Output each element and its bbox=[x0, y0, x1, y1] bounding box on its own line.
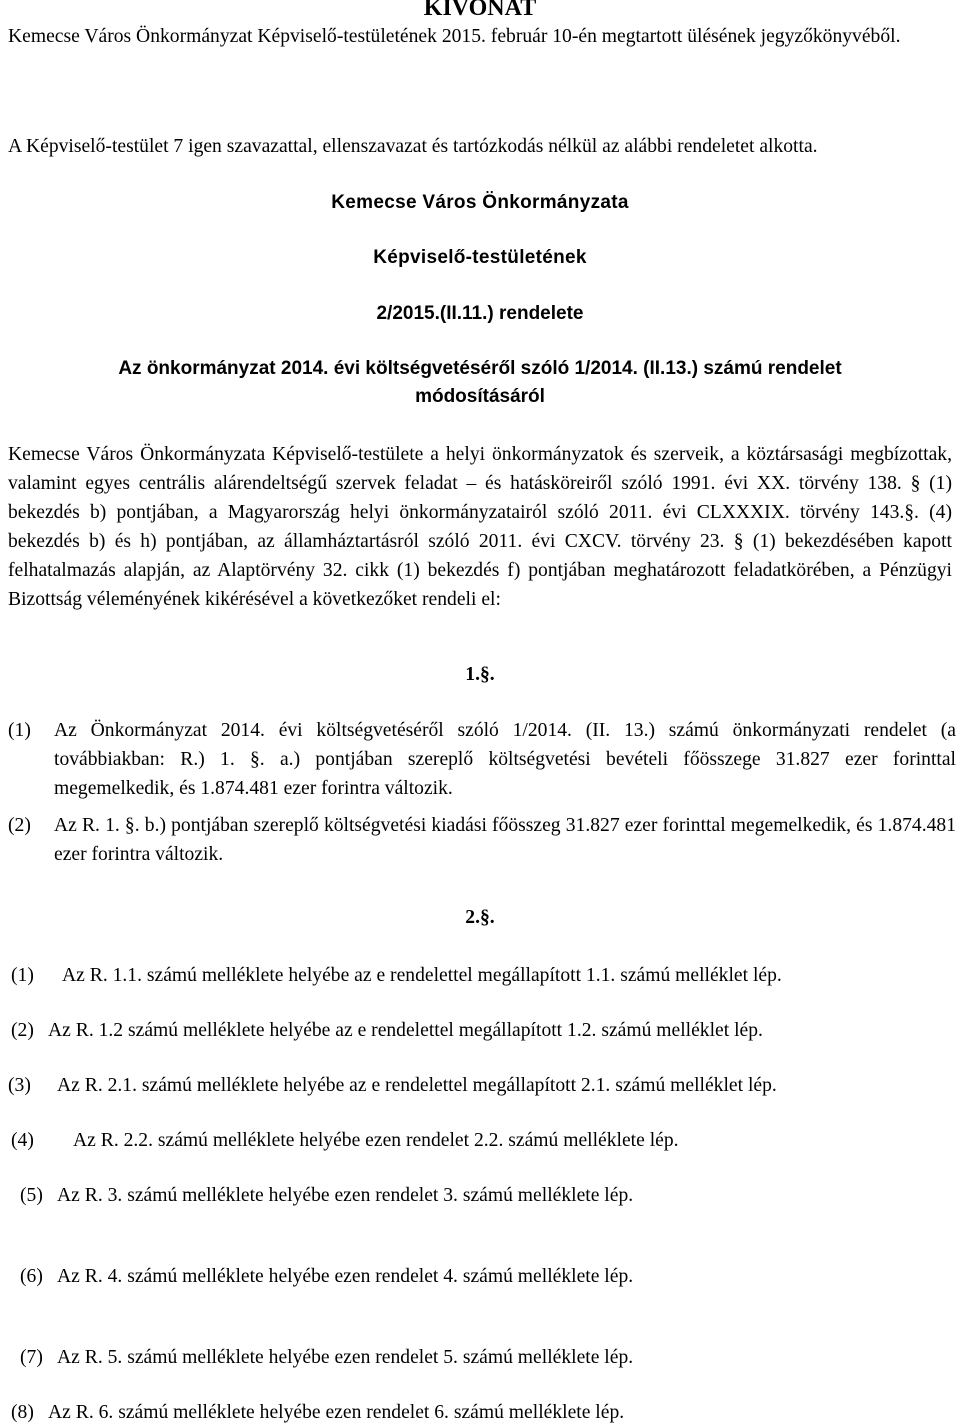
s1-p2-text: Az R. 1. §. b.) pontjában szereplő költségvetési kiadási főösszeg 31.827 ezer forinttal megemelkedik, és 1.874.481 ezer forintra változik. bbox=[54, 815, 956, 865]
preamble-paragraph: Kemecse Város Önkormányzata Képviselő-testülete a helyi önkormányzatok és szerveik, a köztársasági megbízottak, valamint egyes centrális alárendeltségű szervek feladat – és hatásköreiről szóló 1991. évi XX. törvény 138. § (1) bekezdés b) pontjában, a Magyarország helyi önkormányzatairól szóló 2011. évi CLXXXIX. törvény 143.§. (4) bekezdés b) és h) pontjában, az államháztartásról szóló 2011. évi CXCV. törvény 23. § (1) bekezdésében kapott felhatalmazás alapján, az Alaptörvény 32. cikk (1) bekezdés f) pontjában meghatározott feladatkörében, a Pénzügyi Bizottság véleményének kikérésével a következőket rendeli el: bbox=[8, 444, 952, 610]
s2-item-3-text: Az R. 2.1. számú melléklete helyébe az e rendelettel megállapított 2.1. számú melléklet lép. bbox=[57, 1075, 777, 1096]
heading-subject: Az önkormányzat 2014. évi költségvetéséről szóló 1/2014. (II.13.) számú rendelet bbox=[118, 358, 842, 379]
heading-body: Képviselő-testületének bbox=[373, 247, 587, 268]
s2-item-7-number: (7) bbox=[20, 1347, 43, 1368]
heading-municipality: Kemecse Város Önkormányzata bbox=[331, 192, 629, 213]
s2-item-1-text: Az R. 1.1. számú melléklete helyébe az e rendelettel megállapított 1.1. számú melléklet lép. bbox=[62, 965, 782, 986]
section-2-title: 2.§. bbox=[465, 907, 495, 928]
section-1-title: 1.§. bbox=[465, 664, 495, 685]
s2-item-1-number: (1) bbox=[11, 965, 34, 986]
s2-item-5-text: Az R. 3. számú melléklete helyébe ezen rendelet 3. számú melléklete lép. bbox=[57, 1185, 634, 1206]
s2-item-6-text: Az R. 4. számú melléklete helyébe ezen rendelet 4. számú melléklete lép. bbox=[57, 1266, 634, 1287]
heading-subject-cont: módosításáról bbox=[415, 386, 545, 407]
heading-decree-number: 2/2015.(II.11.) rendelete bbox=[376, 303, 584, 324]
s2-item-2-text: Az R. 1.2 számú melléklete helyébe az e rendelettel megállapított 1.2. számú melléklet lép. bbox=[48, 1020, 763, 1041]
s2-item-2-number: (2) bbox=[11, 1020, 34, 1041]
vote-paragraph: A Képviselő-testület 7 igen szavazattal, ellenszavazat és tartózkodás nélkül az alábbi rendeletet alkotta. bbox=[8, 136, 818, 157]
s1-p2-number: (2) bbox=[8, 815, 31, 836]
intro-paragraph: Kemecse Város Önkormányzat Képviselő-testületének 2015. február 10-én megtartott ülésének jegyzőkönyvéből. bbox=[8, 26, 901, 47]
s2-item-6-number: (6) bbox=[20, 1266, 43, 1287]
s2-item-4-number: (4) bbox=[11, 1130, 34, 1151]
s2-item-8-text: Az R. 6. számú melléklete helyébe ezen rendelet 6. számú melléklete lép. bbox=[48, 1402, 625, 1423]
s1-p1-text: Az Önkormányzat 2014. évi költségvetéséről szóló 1/2014. (II. 13.) számú önkormányzati rendelet (a továbbiakban: R.) 1. §. a.) pontjában szereplő költségvetési bevételi főösszege 31.827 ezer forinttal megemelkedik, és 1.874.481 ezer forintra változik. bbox=[54, 720, 956, 799]
s2-item-7-text: Az R. 5. számú melléklete helyébe ezen rendelet 5. számú melléklete lép. bbox=[57, 1347, 634, 1368]
s2-item-3-number: (3) bbox=[8, 1075, 31, 1096]
s2-item-4-text: Az R. 2.2. számú melléklete helyébe ezen rendelet 2.2. számú melléklete lép. bbox=[73, 1130, 679, 1151]
document-title: KIVONAT bbox=[423, 0, 537, 21]
s2-item-8-number: (8) bbox=[11, 1402, 34, 1423]
s2-item-5-number: (5) bbox=[20, 1185, 43, 1206]
s1-p1-number: (1) bbox=[8, 720, 31, 741]
